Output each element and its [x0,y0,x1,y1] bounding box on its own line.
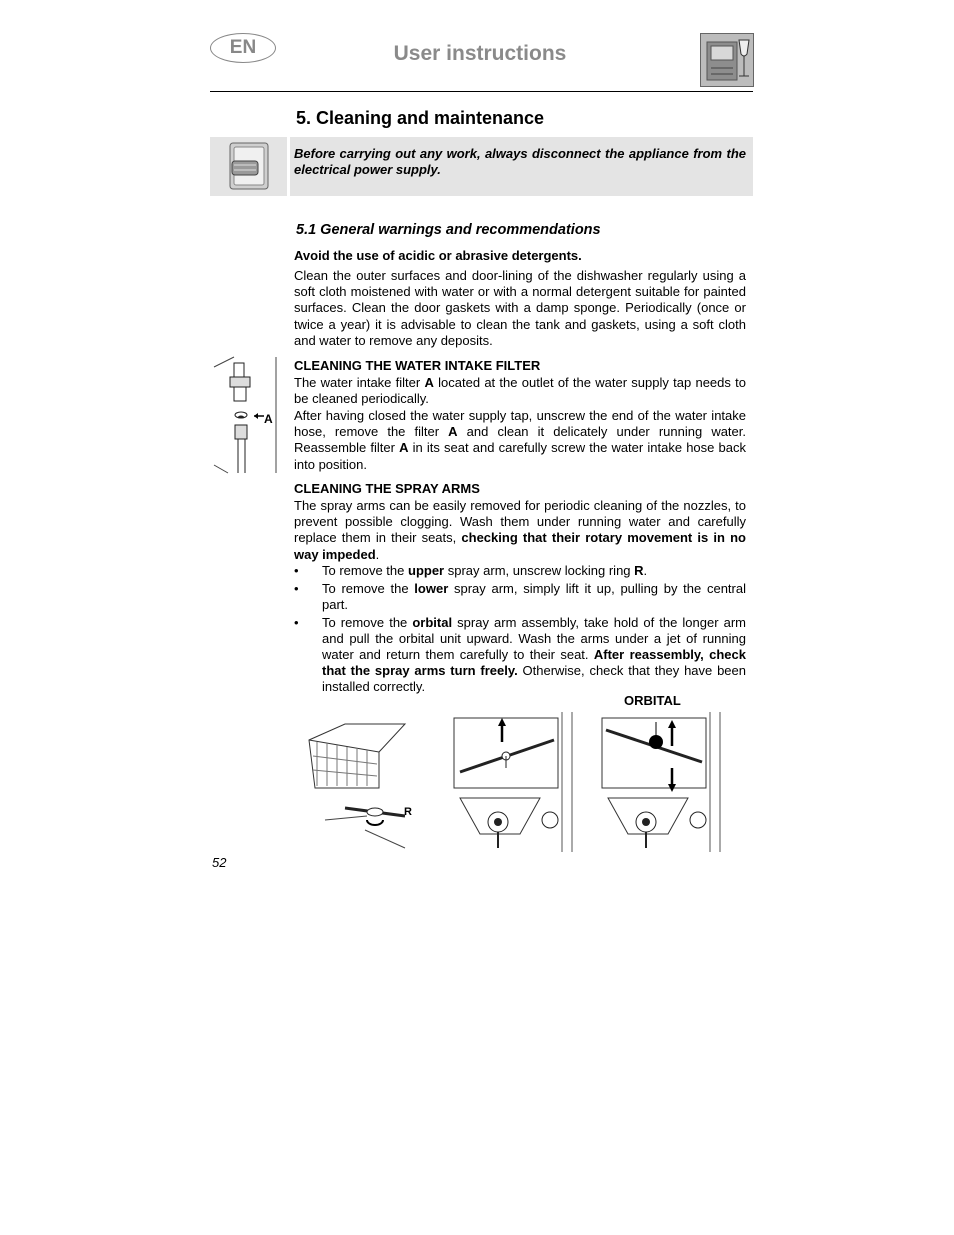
filter-paragraph-2: After having closed the water supply tap, unscrew the end of the water intake hose, remove the filter A and clean it delicately under running water. Reassemble filter A in its seat and carefully screw the water intake hose back into position. [294,408,746,472]
filter-heading: CLEANING THE WATER INTAKE FILTER [294,358,541,373]
power-socket-icon [210,137,287,196]
list-item: • To remove the lower spray arm, simply lift it up, pulling by the central part. [294,581,746,613]
ring-r-label: R [404,806,412,818]
spray-arms-paragraph: The spray arms can be easily removed for periodic cleaning of the nozzles, to prevent possible clogging. Wash them under running water and carefully replace them in their seats, checking that their rotary movement is in no way impeded. [294,498,746,562]
warning-text: Before carrying out any work, always disconnect the appliance from the electrical power supply. [294,146,746,177]
filter-paragraph-1: The water intake filter A located at the outlet of the water supply tap needs to be cleaned periodically. [294,375,746,407]
avoid-detergents-note: Avoid the use of acidic or abrasive detergents. [294,248,582,263]
warning-icon-panel [210,137,287,196]
general-cleaning-paragraph: Clean the outer surfaces and door-lining of the dishwasher regularly using a soft cloth moistened with water or with a normal detergent suitable for painted surfaces. Clean the door gaskets with a damp sponge. Periodically (once or twice a year) it is advisable to clean the tank and gaskets, using a soft cloth and water to remove any deposits. [294,268,746,348]
spray-arms-heading: CLEANING THE SPRAY ARMS [294,481,480,496]
upper-spray-arm-figure [305,712,435,852]
dishwasher-glass-icon [700,33,754,87]
header-divider [210,91,753,92]
lower-spray-arm-figure [450,712,585,852]
spray-arm-bullets [294,563,746,696]
page-header-title: User instructions [393,42,567,65]
list-item: • To remove the upper spray arm, unscrew locking ring R. [294,563,648,578]
section-title: 5. Cleaning and maintenance [296,108,545,128]
orbital-label: ORBITAL [624,693,681,708]
filter-a-label: A [264,412,273,426]
orbital-spray-arm-figure [598,712,733,852]
language-badge: EN [210,33,276,63]
page-number: 52 [212,855,227,870]
list-item: • To remove the orbital spray arm assembly, take hold of the longer arm and pull the orbital unit upward. Wash the arms under a jet of running water and return them carefully to their seat. After reassembly, check that the spray arms turn freely. Otherwise, check that they have been installed correctly. [294,614,746,695]
subsection-title: 5.1 General warnings and recommendations [296,222,601,238]
